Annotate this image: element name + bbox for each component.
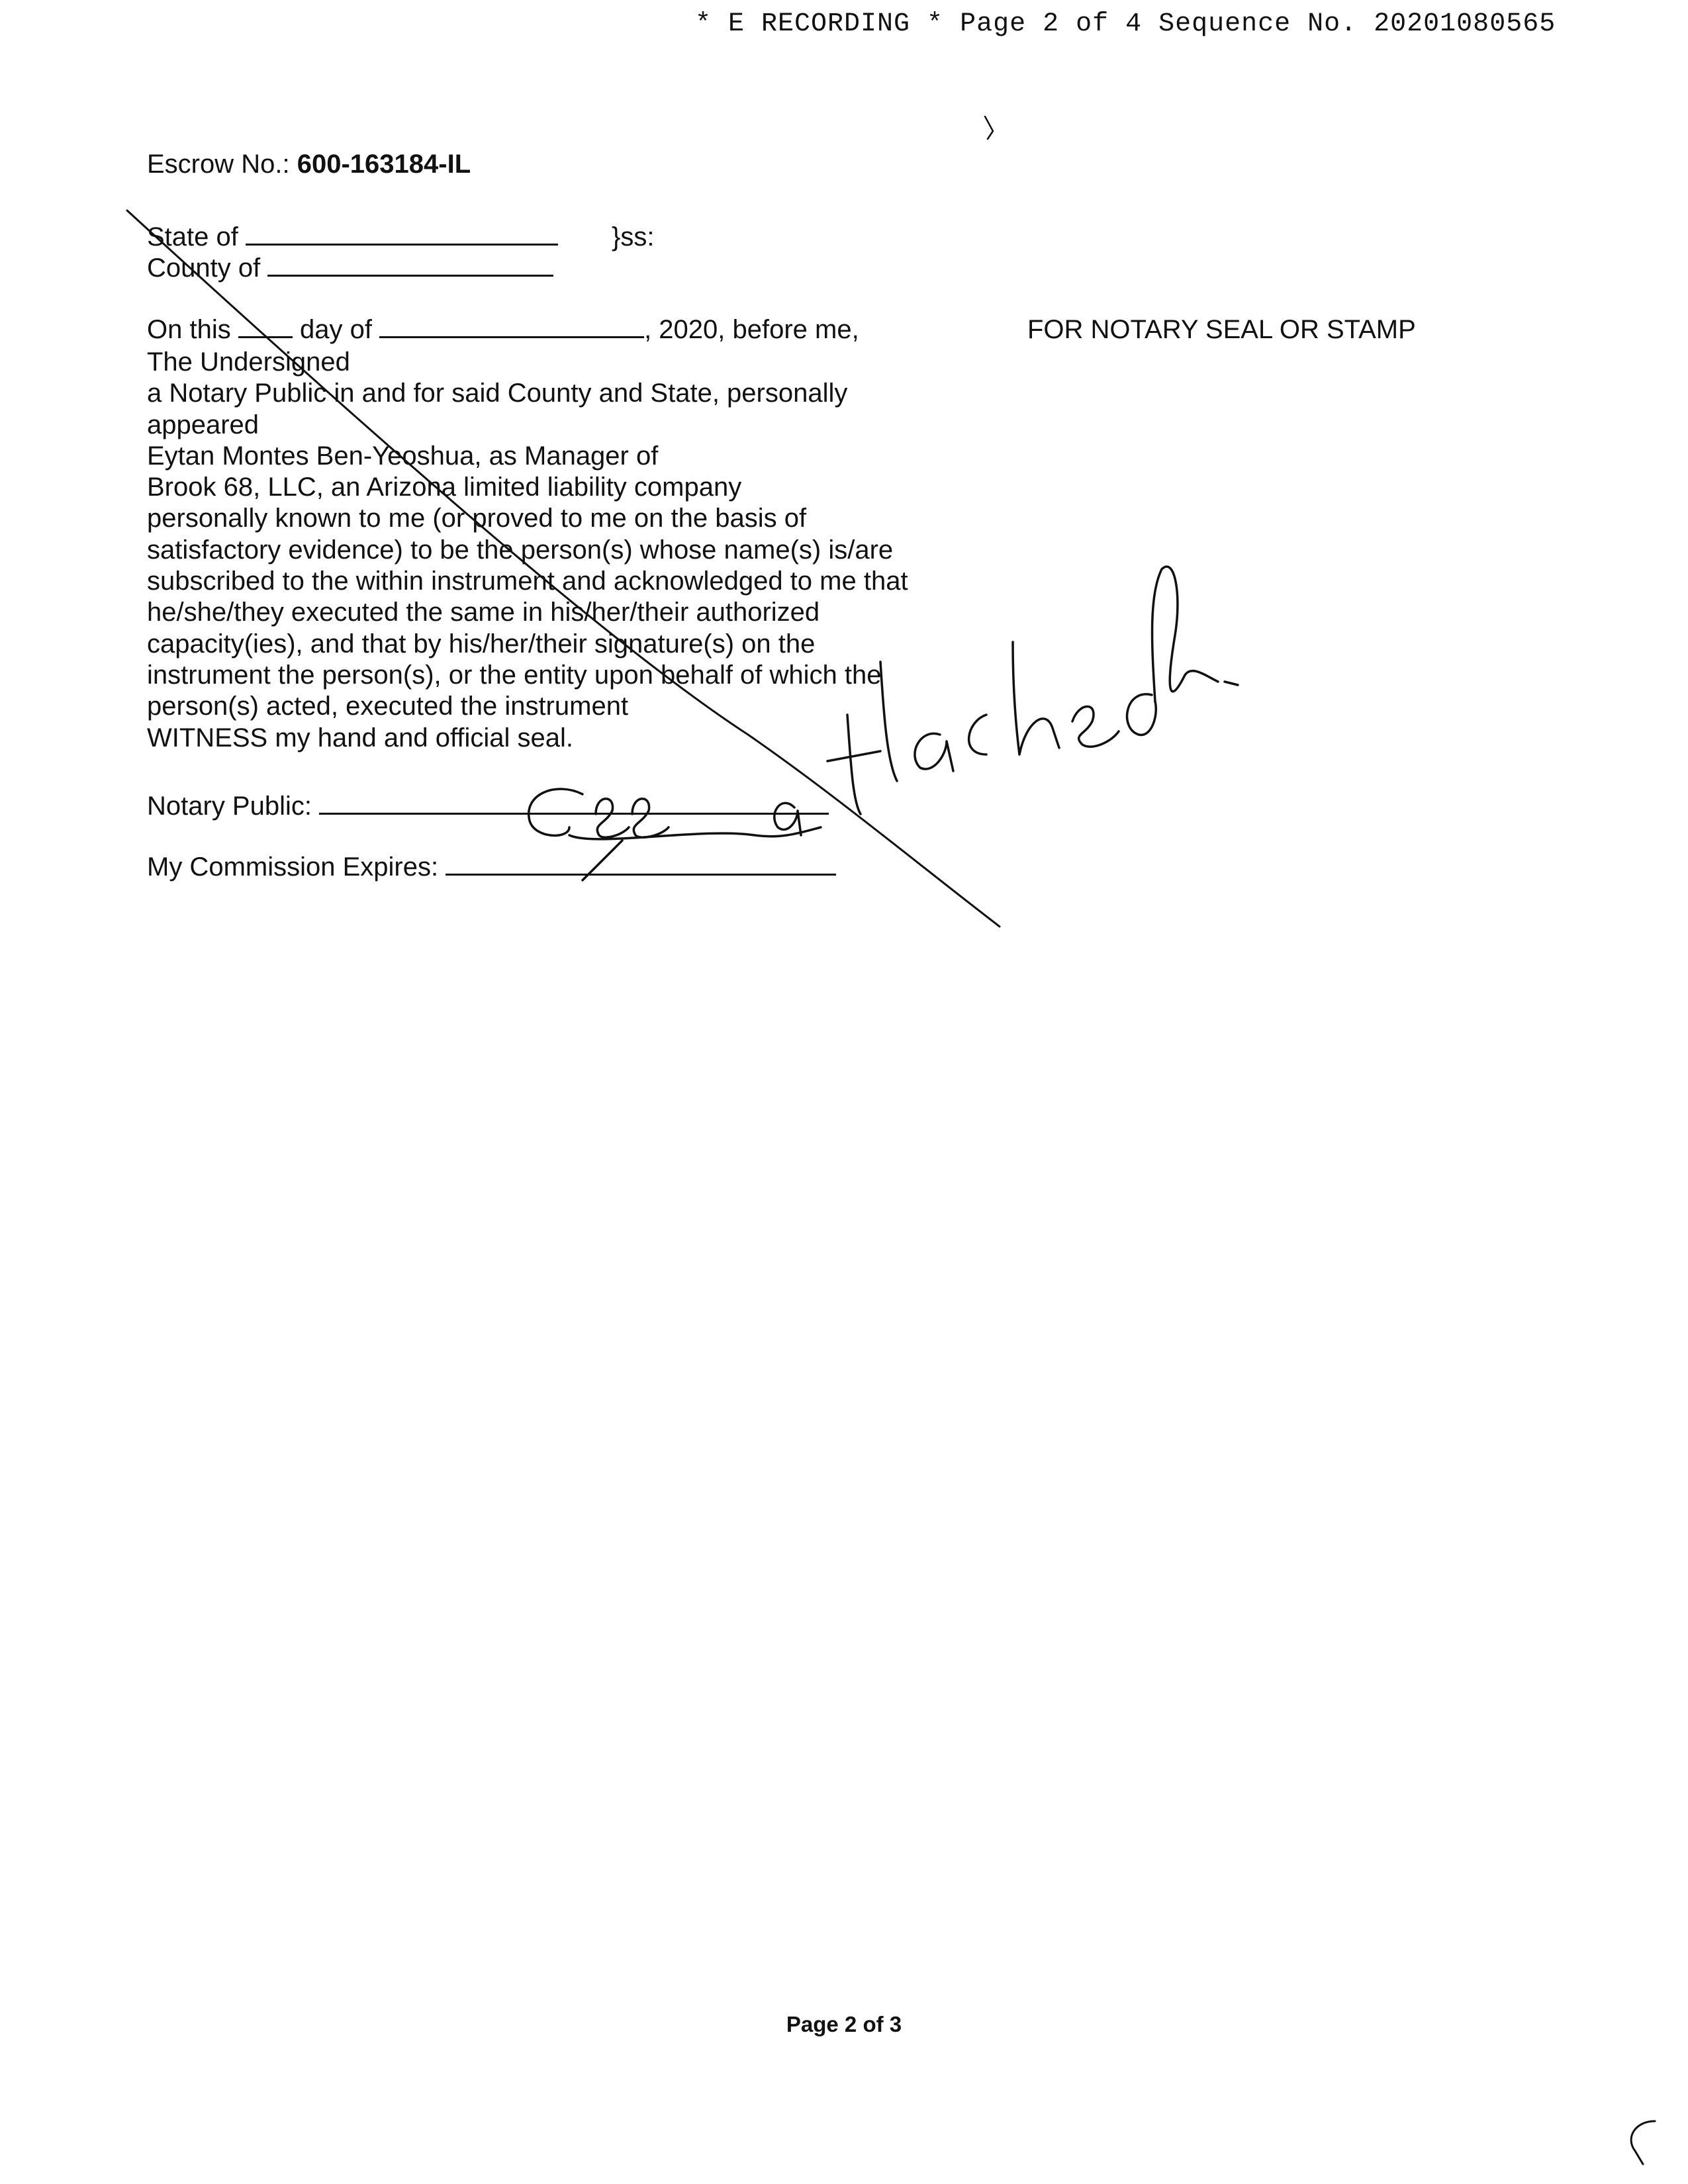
page-footer: Page 2 of 3 (786, 2012, 902, 2036)
ack-line: person(s) acted, executed the instrument (147, 692, 629, 721)
commission-blank (445, 854, 836, 876)
year-before-me: , 2020, before me, (644, 315, 859, 344)
ack-line: The Undersigned (147, 347, 350, 377)
county-blank (267, 255, 553, 277)
county-label: County of (147, 253, 261, 283)
commission-label: My Commission Expires: (147, 852, 439, 882)
escrow-number: 600-163184-IL (297, 150, 471, 179)
ack-line: he/she/they executed the same in his/her/their authorized (147, 598, 820, 627)
ack-line: Brook 68, LLC, an Arizona limited liability company (147, 473, 742, 502)
corner-mark (1631, 2121, 1655, 2164)
state-blank (246, 224, 558, 246)
notary-public-line (147, 792, 829, 821)
escrow-number-line (147, 150, 471, 179)
ss-label: }ss: (612, 222, 655, 251)
stray-mark (985, 116, 993, 139)
ack-line: Eytan Montes Ben-Yeoshua, as Manager of (147, 441, 659, 471)
acknowledgment-text (147, 347, 955, 754)
recording-header: * E RECORDING * Page 2 of 4 Sequence No. 20201080565 (695, 9, 1556, 39)
notary-signature-blank (319, 793, 829, 815)
commission-line (147, 852, 836, 882)
on-this-label: On this (147, 315, 231, 344)
month-blank (379, 316, 644, 338)
ack-line: instrument the person(s), or the entity upon behalf of which the (147, 660, 882, 690)
ack-line: subscribed to the within instrument and acknowledged to me that (147, 567, 908, 596)
state-label: State of (147, 222, 238, 251)
state-line (147, 222, 558, 252)
ack-line: a Notary Public in and for said County and State, personally (147, 379, 848, 408)
day-blank (238, 316, 293, 338)
date-line (147, 315, 859, 345)
ack-line: WITNESS my hand and official seal. (147, 723, 573, 752)
ack-line: appeared (147, 410, 259, 439)
notary-public-label: Notary Public: (147, 792, 312, 821)
notary-seal-label: FOR NOTARY SEAL OR STAMP (1027, 315, 1416, 344)
ack-line: personally known to me (or proved to me on the basis of (147, 504, 807, 533)
day-of-label: day of (299, 315, 372, 344)
county-line (147, 253, 553, 283)
ack-line: capacity(ies), and that by his/her/their signature(s) on the (147, 629, 816, 659)
escrow-label: Escrow No.: (147, 150, 290, 179)
ack-line: satisfactory evidence) to be the person(s) whose name(s) is/are (147, 535, 894, 565)
